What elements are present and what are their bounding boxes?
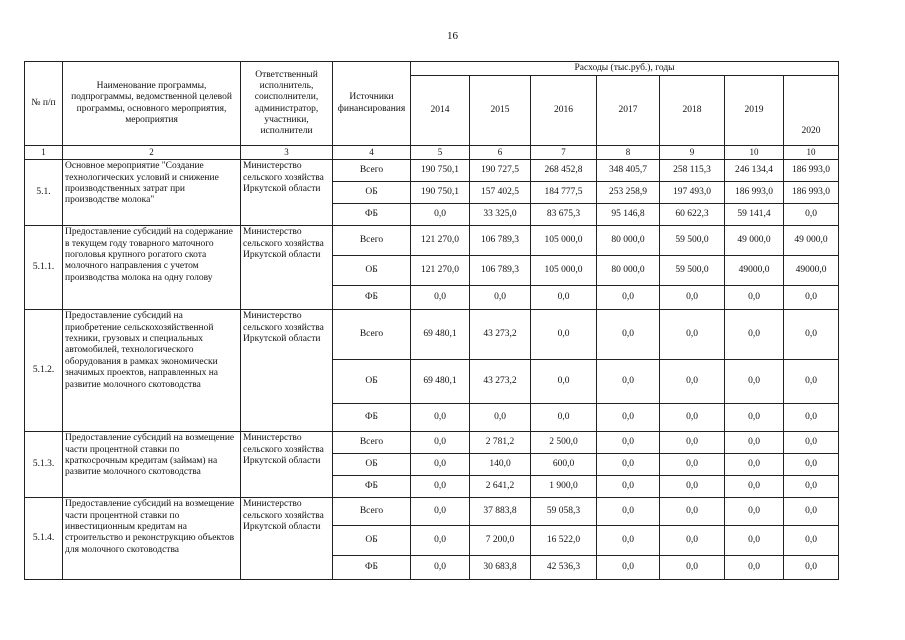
expense-value: 0,0 (531, 404, 597, 432)
header-num: № п/п (25, 62, 63, 146)
expense-value: 0,0 (725, 310, 784, 360)
expense-value: 59 500,0 (660, 256, 725, 286)
expense-value: 0,0 (531, 286, 597, 310)
header-year: 2017 (597, 76, 660, 146)
expense-value: 0,0 (660, 556, 725, 580)
expense-value: 0,0 (411, 432, 470, 454)
expense-value: 0,0 (470, 286, 531, 310)
expense-value: 253 258,9 (597, 182, 660, 204)
index-cell: 7 (531, 146, 597, 160)
expense-value: 258 115,3 (660, 160, 725, 182)
expense-value: 0,0 (784, 454, 839, 476)
funding-source: ФБ (333, 556, 411, 580)
expense-value: 0,0 (725, 286, 784, 310)
expense-value: 121 270,0 (411, 226, 470, 256)
funding-source: ОБ (333, 454, 411, 476)
expense-value: 184 777,5 (531, 182, 597, 204)
header-source: Источники финансирования (333, 62, 411, 146)
expense-value: 268 452,8 (531, 160, 597, 182)
expense-value: 105 000,0 (531, 226, 597, 256)
expense-value: 0,0 (660, 360, 725, 404)
measure-name: Предоставление субсидий на возмещение части процентной ставки по краткосрочным кредитам (займам) на развитие молочного скотоводства (63, 432, 241, 498)
expense-value: 0,0 (411, 404, 470, 432)
expense-value: 190 727,5 (470, 160, 531, 182)
funding-source: ФБ (333, 286, 411, 310)
expense-value: 0,0 (597, 432, 660, 454)
responsible-executor: Министерство сельского хозяйства Иркутской области (241, 160, 333, 226)
table-row (25, 310, 839, 360)
expense-value: 0,0 (597, 556, 660, 580)
expense-value: 0,0 (784, 476, 839, 498)
expense-value: 0,0 (660, 432, 725, 454)
funding-source: Всего (333, 160, 411, 182)
funding-source: Всего (333, 498, 411, 526)
funding-source: Всего (333, 226, 411, 256)
index-cell: 4 (333, 146, 411, 160)
header-year: 2016 (531, 76, 597, 146)
expense-value: 49000,0 (725, 256, 784, 286)
table-row (25, 498, 839, 526)
expense-value: 0,0 (660, 310, 725, 360)
funding-source: ФБ (333, 204, 411, 226)
expense-value: 59 141,4 (725, 204, 784, 226)
expense-value: 140,0 (470, 454, 531, 476)
header-expenses: Расходы (тыс.руб.), годы (411, 62, 839, 76)
table-row (25, 226, 839, 256)
expense-value: 0,0 (531, 310, 597, 360)
expense-value: 0,0 (784, 404, 839, 432)
expense-value: 0,0 (725, 404, 784, 432)
header-year: 2018 (660, 76, 725, 146)
expense-value: 0,0 (725, 454, 784, 476)
expense-value: 0,0 (531, 360, 597, 404)
index-cell: 5 (411, 146, 470, 160)
expense-value: 0,0 (725, 498, 784, 526)
expense-value: 69 480,1 (411, 310, 470, 360)
row-number: 5.1.4. (25, 498, 63, 580)
table-body (25, 160, 839, 580)
expense-value: 190 750,1 (411, 160, 470, 182)
expense-value: 600,0 (531, 454, 597, 476)
expense-value: 106 789,3 (470, 226, 531, 256)
expense-value: 105 000,0 (531, 256, 597, 286)
expense-value: 0,0 (660, 404, 725, 432)
row-number: 5.1.1. (25, 226, 63, 310)
expense-value: 69 480,1 (411, 360, 470, 404)
expense-value: 0,0 (784, 432, 839, 454)
expense-value: 80 000,0 (597, 226, 660, 256)
expense-value: 121 270,0 (411, 256, 470, 286)
expense-value: 37 883,8 (470, 498, 531, 526)
expense-value: 0,0 (660, 476, 725, 498)
expense-value: 190 750,1 (411, 182, 470, 204)
measure-name: Основное мероприятие "Создание технологических условий и снижение производственных затрат при производстве молока" (63, 160, 241, 226)
expense-value: 0,0 (725, 476, 784, 498)
funding-source: ОБ (333, 256, 411, 286)
expense-value: 0,0 (784, 360, 839, 404)
header-year: 2014 (411, 76, 470, 146)
expense-value: 0,0 (411, 476, 470, 498)
expense-value: 0,0 (597, 360, 660, 404)
responsible-executor: Министерство сельского хозяйства Иркутской области (241, 432, 333, 498)
header-year: 2015 (470, 76, 531, 146)
expense-value: 0,0 (725, 556, 784, 580)
expense-value: 0,0 (411, 556, 470, 580)
expense-value: 0,0 (660, 286, 725, 310)
expense-value: 0,0 (784, 204, 839, 226)
expense-value: 0,0 (660, 526, 725, 556)
table-header (25, 62, 839, 160)
expense-value: 186 993,0 (784, 182, 839, 204)
header-year: 2019 (725, 76, 784, 146)
row-number: 5.1.3. (25, 432, 63, 498)
expense-value: 43 273,2 (470, 360, 531, 404)
expense-value: 0,0 (597, 476, 660, 498)
expense-value: 33 325,0 (470, 204, 531, 226)
expense-value: 0,0 (784, 556, 839, 580)
responsible-executor: Министерство сельского хозяйства Иркутской области (241, 226, 333, 310)
expense-value: 59 500,0 (660, 226, 725, 256)
index-cell: 8 (597, 146, 660, 160)
expense-value: 186 993,0 (725, 182, 784, 204)
expense-value: 2 781,2 (470, 432, 531, 454)
row-number: 5.1. (25, 160, 63, 226)
responsible-executor: Министерство сельского хозяйства Иркутской области (241, 310, 333, 432)
measure-name: Предоставление субсидий на содержание в текущем году товарного маточного поголовья крупного рогатого скота молочного направления с учетом производства молока на одну голову (63, 226, 241, 310)
index-cell: 10 (725, 146, 784, 160)
expense-value: 59 058,3 (531, 498, 597, 526)
expense-value: 0,0 (725, 360, 784, 404)
measure-name: Предоставление субсидий на возмещение части процентной ставки по инвестиционным кредитам на строительство и реконструкцию объектов для молочного скотоводства (63, 498, 241, 580)
index-cell: 2 (63, 146, 241, 160)
expense-value: 0,0 (725, 432, 784, 454)
expense-value: 49000,0 (784, 256, 839, 286)
index-cell: 9 (660, 146, 725, 160)
index-cell: 6 (470, 146, 531, 160)
expense-value: 0,0 (411, 498, 470, 526)
index-cell: 10 (784, 146, 839, 160)
funding-source: ФБ (333, 476, 411, 498)
funding-source: ОБ (333, 360, 411, 404)
expense-value: 186 993,0 (784, 160, 839, 182)
expense-value: 60 622,3 (660, 204, 725, 226)
expense-value: 83 675,3 (531, 204, 597, 226)
row-number: 5.1.2. (25, 310, 63, 432)
table-row (25, 432, 839, 454)
expense-value: 106 789,3 (470, 256, 531, 286)
expense-value: 0,0 (597, 404, 660, 432)
expense-value: 157 402,5 (470, 182, 531, 204)
funding-source: Всего (333, 432, 411, 454)
funding-source: ОБ (333, 526, 411, 556)
measure-name: Предоставление субсидий на приобретение сельскохозяйственной техники, грузовых и специальных автомобилей, технологического оборудования в рамках экономически значимых проектов, направленных на развитие молочного скотоводства (63, 310, 241, 432)
expense-value: 0,0 (784, 286, 839, 310)
funding-source: Всего (333, 310, 411, 360)
expense-value: 80 000,0 (597, 256, 660, 286)
header-name: Наименование программы, подпрограммы, ведомственной целевой программы, основного мероприятия, мероприятия (63, 62, 241, 146)
index-cell: 3 (241, 146, 333, 160)
expense-value: 0,0 (411, 526, 470, 556)
expense-value: 0,0 (597, 310, 660, 360)
expense-value: 49 000,0 (725, 226, 784, 256)
expense-value: 7 200,0 (470, 526, 531, 556)
expense-value: 43 273,2 (470, 310, 531, 360)
expense-value: 42 536,3 (531, 556, 597, 580)
expense-value: 0,0 (597, 286, 660, 310)
expense-value: 16 522,0 (531, 526, 597, 556)
expense-value: 30 683,8 (470, 556, 531, 580)
table-row (25, 160, 839, 182)
expense-value: 0,0 (411, 286, 470, 310)
expense-value: 197 493,0 (660, 182, 725, 204)
expense-value: 0,0 (784, 310, 839, 360)
expense-value: 0,0 (597, 454, 660, 476)
expense-value: 1 900,0 (531, 476, 597, 498)
header-year: 2020 (784, 76, 839, 146)
budget-table (24, 61, 839, 580)
page-number: 16 (447, 30, 458, 42)
expense-value: 95 146,8 (597, 204, 660, 226)
expense-value: 2 641,2 (470, 476, 531, 498)
expense-value: 0,0 (597, 498, 660, 526)
expense-value: 2 500,0 (531, 432, 597, 454)
funding-source: ФБ (333, 404, 411, 432)
expense-value: 348 405,7 (597, 160, 660, 182)
expense-value: 0,0 (784, 498, 839, 526)
expense-value: 0,0 (725, 526, 784, 556)
expense-value: 49 000,0 (784, 226, 839, 256)
expense-value: 246 134,4 (725, 160, 784, 182)
index-row (25, 146, 839, 160)
header-responsible: Ответственный исполнитель, соисполнители, администратор, участники, исполнители (241, 62, 333, 146)
expense-value: 0,0 (660, 454, 725, 476)
expense-value: 0,0 (411, 204, 470, 226)
index-cell: 1 (25, 146, 63, 160)
expense-value: 0,0 (660, 498, 725, 526)
responsible-executor: Министерство сельского хозяйства Иркутской области (241, 498, 333, 580)
expense-value: 0,0 (470, 404, 531, 432)
expense-value: 0,0 (597, 526, 660, 556)
expense-value: 0,0 (411, 454, 470, 476)
expense-value: 0,0 (784, 526, 839, 556)
funding-source: ОБ (333, 182, 411, 204)
